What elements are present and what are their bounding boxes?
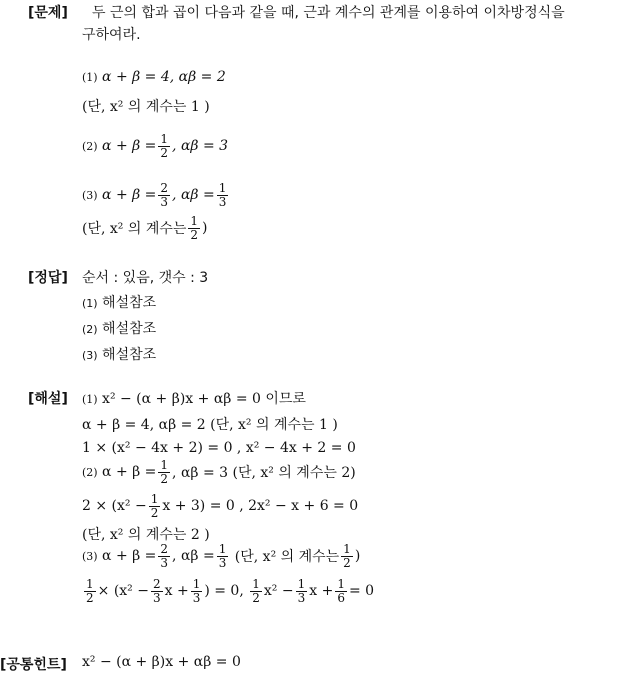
solution-line-6: (단, x² 의 계수는 2 ) (82, 527, 210, 543)
answer-item-1: (1) 해설참조 (82, 295, 157, 311)
fraction: $\frac{1}{2}$ (150, 492, 159, 520)
fraction: $\frac{2}{3}$ (160, 181, 169, 209)
answer-label: [정답] (28, 270, 68, 286)
problem-text-line2: 구하여라. (82, 27, 141, 43)
problem-text-line1: 두 근의 합과 곱이 다음과 같을 때, 근과 계수의 관계를 이용하여 이차방정식을 (92, 5, 565, 21)
fraction: $\frac{1}{2}$ (252, 577, 260, 605)
fraction: $\frac{1}{2}$ (343, 542, 351, 570)
fraction: $\frac{2}{3}$ (152, 577, 161, 605)
fraction: $\frac{1}{3}$ (297, 577, 306, 605)
fraction: $\frac{1}{2}$ (160, 132, 169, 160)
problem-item-3: (3) α + β = $\frac{2}{3}$ , αβ = $\frac{1}{3}$ (82, 181, 227, 209)
answer-item-2: (2) 해설참조 (82, 321, 157, 337)
solution-label: [해설] (28, 391, 68, 407)
problem-item-1: (1) α + β = 4, αβ = 2 (82, 69, 226, 85)
solution-line-4: (2) α + β = $\frac{1}{2}$ , αβ = 3 (단, x² 의 계수는 2) (82, 458, 356, 486)
solution-line-8: $\frac{1}{2}$ × (x² − $\frac{2}{3}$ x + $\frac{1}{3}$ ) = 0, $\frac{1}{2}$ x² − $\frac{1}{3}$ x + $\frac{1}{6}$ = 0 (86, 577, 375, 605)
solution-line-1: (1) x² − (α + β)x + αβ = 0 이므로 (82, 391, 306, 407)
problem-item-1-note: (단, x² 의 계수는 1 ) (82, 99, 210, 115)
solution-line-7: (3) α + β = $\frac{2}{3}$ , αβ = $\frac{1}{3}$ (단, x² 의 계수는 $\frac{1}{2}$ ) (82, 542, 361, 570)
problem-item-3-note: (단, x² 의 계수는 $\frac{1}{2}$ ) (82, 214, 208, 242)
problem-label: [문제] (28, 5, 68, 21)
solution-line-3: 1 × (x² − 4x + 2) = 0 , x² − 4x + 2 = 0 (82, 440, 356, 456)
problem-item-2: (2) α + β = $\frac{1}{2}$ , αβ = 3 (82, 132, 229, 160)
fraction: $\frac{1}{3}$ (192, 577, 201, 605)
solution-line-5: 2 × (x² − $\frac{1}{2}$ x + 3) = 0 , 2x² − x + 6 = 0 (82, 492, 359, 520)
fraction: $\frac{1}{2}$ (160, 458, 169, 486)
fraction: $\frac{1}{3}$ (218, 542, 227, 570)
hint-text: x² − (α + β)x + αβ = 0 (82, 654, 241, 670)
fraction: $\frac{1}{6}$ (337, 577, 345, 605)
fraction: $\frac{2}{3}$ (160, 542, 169, 570)
fraction: $\frac{1}{3}$ (218, 181, 227, 209)
hint-label: [공통힌트] (0, 657, 67, 673)
fraction: $\frac{1}{2}$ (190, 214, 199, 242)
answer-header: 순서 : 있음, 갯수 : 3 (82, 270, 209, 286)
solution-line-2: α + β = 4, αβ = 2 (단, x² 의 계수는 1 ) (82, 417, 338, 433)
fraction: $\frac{1}{2}$ (86, 577, 94, 605)
answer-item-3: (3) 해설참조 (82, 347, 157, 363)
